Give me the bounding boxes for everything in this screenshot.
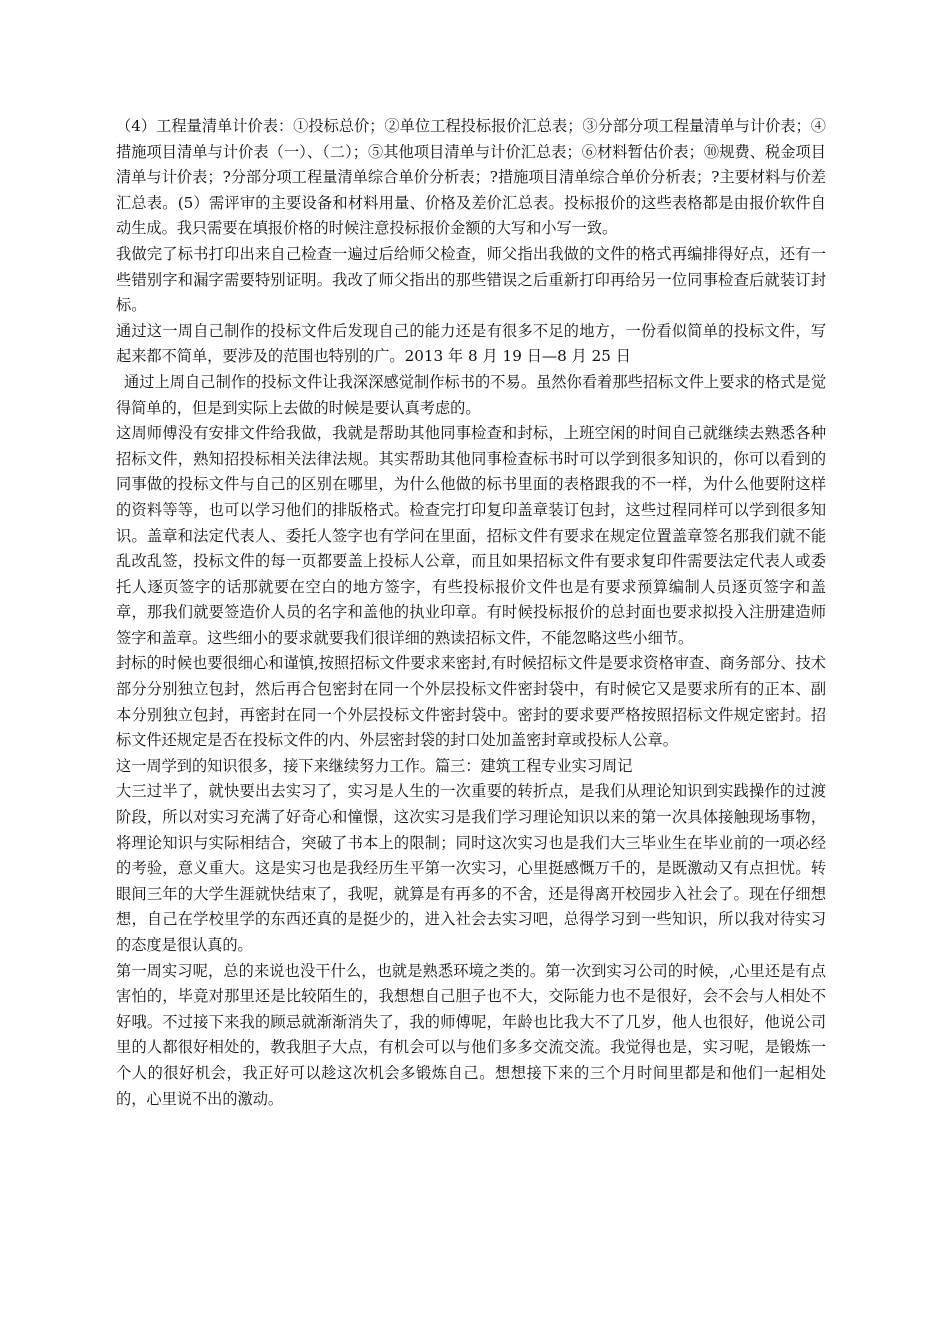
paragraph-bid-price-tables: （4）工程量清单计价表：①投标总价；②单位工程投标报价汇总表；③分部分项工程量清单与计价表；④措施项目清单与计价表（一）、（二）；⑤其他项目清单与计价汇总表；⑥材料暂估价表；⑩规费、税金项目清单与计价表；?分部分项工程量清单综合单价分析表；?措施项目清单综合单价分析表；?主要材料与价差汇总表。(5）需评审的主要设备和材料用量、价格及差价汇总表。投标报价的这些表格都是由报价软件自动生成。我只需要在填报价格的时候注意投标报价金额的大写和小写一致。 xyxy=(116,117,826,238)
paragraph-section-three-heading: 这一周学到的知识很多，接下来继续努力工作。篇三：建筑工程专业实习周记 xyxy=(116,756,633,775)
paragraph-last-week-reflection: 通过上周自己制作的投标文件让我深深感觉制作标书的不易。虽然你看着那些招标文件上要求的格式是觉得简单的，但是到实际上去做的时候是要认真考虑的。 xyxy=(116,372,826,417)
document-body xyxy=(116,114,826,1112)
paragraph-first-week: 第一周实习呢，总的来说也没干什么，也就是熟悉环境之类的。第一次到实习公司的时候，,心里还是有点害怕的，毕竟对那里还是比较陌生的，我想想自己胆子也不大，交际能力也不是很好，会不会与人相处不好哦。不过接下来我的顾忌就渐渐消失了，我的师傅呢，年龄也比我大不了几岁，他人也很好，他说公司里的人都很好相处的，教我胆子大点，有机会可以与他们多多交流交流。我觉得也是，实习呢，是锻炼一个人的很好机会，我正好可以趁这次机会多锻炼自己。想想接下来的三个月时间里都是和他们一起相处的，心里说不出的激动。 xyxy=(116,961,826,1108)
paragraph-internship-intro: 大三过半了，就快要出去实习了，实习是人生的一次重要的转折点，是我们从理论知识到实践操作的过渡阶段，所以对实习充满了好奇心和憧憬，这次实习是我们学习理论知识以来的第一次具体接触现场事物，将理论知识与实际相结合，突破了书本上的限制；同时这次实习也是我们大三毕业生在毕业前的一项必经的考验，意义重大。这是实习也是我经历生平第一次实习，心里挺感慨万千的，是既激动又有点担忧。转眼间三年的大学生涯就快结束了，我呢，就算是有再多的不舍，还是得离开校园步入社会了。现在仔细想想，自己在学校里学的东西还真的是挺少的，进入社会去实习吧，总得学习到一些知识，所以我对待实习的态度是很认真的。 xyxy=(116,782,826,954)
paragraph-week-summary-date: 通过这一周自己制作的投标文件后发现自己的能力还是有很多不足的地方，一份看似简单的投标文件，写起来都不简单，要涉及的范围也特别的广。2013 年 8 月 19 日—8 月 25 日 xyxy=(116,321,826,366)
paragraph-help-colleagues: 这周师傅没有安排文件给我做，我就是帮助其他同事检查和封标，上班空闲的时间自己就继续去熟悉各种招标文件，熟知招投标相关法律法规。其实帮助其他同事检查标书时可以学到很多知识的，你可以看到的同事做的投标文件与自己的区别在哪里，为什么他做的标书里面的表格跟我的不一样，为什么他要附这样的资料等等，也可以学习他们的排版格式。检查完打印复印盖章装订包封，这些过程同样可以学到很多知识。盖章和法定代表人、委托人签字也有学问在里面，招标文件有要求在规定位置盖章签名那我们就不能乱改乱签，投标文件的每一页都要盖上投标人公章，而且如果招标文件有要求复印件需要法定代表人或委托人逐页签字的话那就要在空白的地方签字，有些投标报价文件也是有要求预算编制人员逐页签字和盖章，那我们就要签造价人员的名字和盖他的执业印章。有时候投标报价的总封面也要求拟投入注册建造师签字和盖章。这些细小的要求就要我们很详细的熟读招标文件，不能忽略这些小细节。 xyxy=(116,424,826,647)
paragraph-check-by-master: 我做完了标书打印出来自己检查一遍过后给师父检查，师父指出我做的文件的格式再编排得好点，还有一些错别字和漏字需要特别证明。我改了师父指出的那些错误之后重新打印再给另一位同事检查后就装订封标。 xyxy=(116,244,826,315)
paragraph-sealing-bids: 封标的时候也要很细心和谨慎,按照招标文件要求来密封,有时候招标文件是要求资格审查、商务部分、技术部分分别独立包封，然后再合包密封在同一个外层投标文件密封袋中，有时候它又是要求所有的正本、副本分别独立包封，再密封在同一个外层投标文件密封袋中。密封的要求要严格按照招标文件规定密封。招标文件还规定是否在投标文件的内、外层密封袋的封口处加盖密封章或投标人公章。 xyxy=(116,654,826,750)
